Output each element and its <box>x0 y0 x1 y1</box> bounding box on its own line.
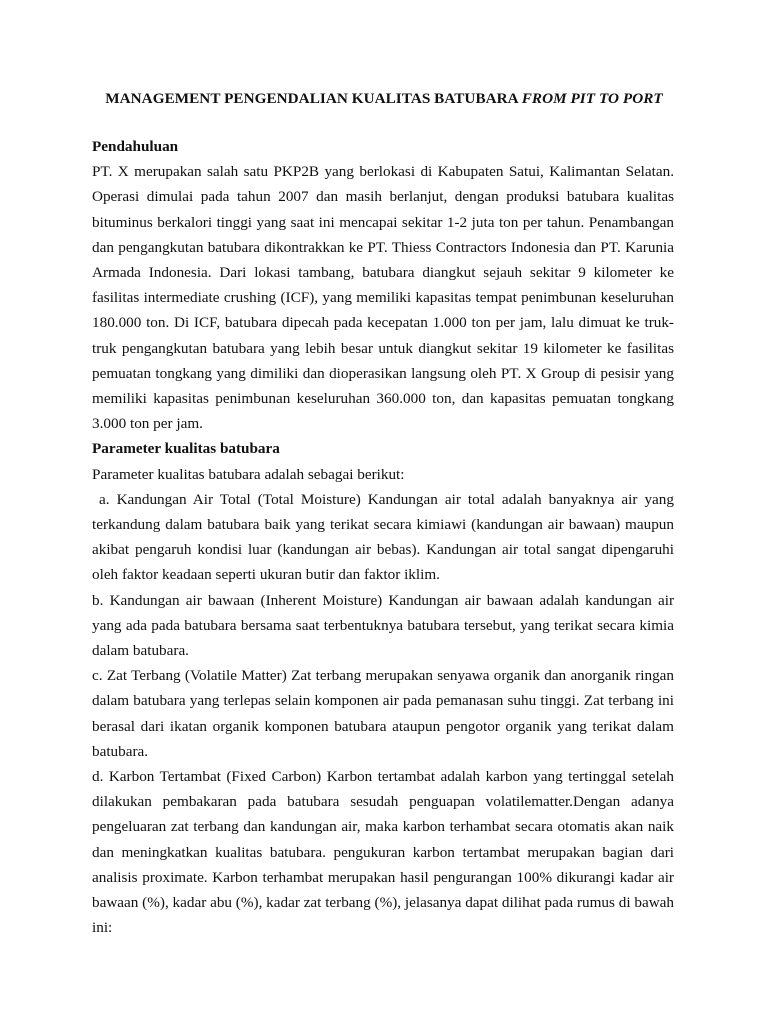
document-body <box>92 134 674 941</box>
section-heading-parameter: Parameter kualitas batubara <box>92 440 280 458</box>
list-item-volatile-matter: c. Zat Terbang (Volatile Matter) Zat terbang merupakan senyawa organik dan anorganik ringan dalam batubara yang terlepas selain komponen air pada pemanasan suhu tinggi. Zat terbang ini berasal dari ikatan organik komponen batubara ataupun pengotor organik yang terikat dalam batubara. <box>92 667 674 760</box>
document-title <box>0 86 768 111</box>
paragraph-pendahuluan: PT. X merupakan salah satu PKP2B yang berlokasi di Kabupaten Satui, Kalimantan Selatan. Operasi dimulai pada tahun 2007 dan masih berlanjut, dengan produksi batubara kualitas bituminus berkalori tinggi yang saat ini mencapai sekitar 1-2 juta ton per tahun. Penambangan dan pengangkutan batubara dikontrakkan ke PT. Thiess Contractors Indonesia dan PT. Karunia Armada Indonesia. Dari lokasi tambang, batubara diangkut sejauh sekitar 9 kilometer ke fasilitas intermediate crushing (ICF), yang memiliki kapasitas tempat penimbunan keseluruhan 180.000 ton. Di ICF, batubara dipecah pada kecepatan 1.000 ton per jam, lalu dimuat ke truk-truk pengangkutan batubara yang lebih besar untuk diangkut sekitar 19 kilometer ke fasilitas pemuatan tongkang yang dimiliki dan dioperasikan langsung oleh PT. X Group di pesisir yang memiliki kapasitas penimbunan keseluruhan 360.000 ton, dan kapasitas pemuatan tongkang 3.000 ton per jam. <box>92 163 674 433</box>
list-item-fixed-carbon: d. Karbon Tertambat (Fixed Carbon) Karbon tertambat adalah karbon yang tertinggal setelah dilakukan pembakaran pada batubara sesudah penguapan volatilematter.Dengan adanya pengeluaran zat terbang dan kandungan air, maka karbon terhambat secara otomatis akan naik dan meningkatkan kualitas batubara. pengukuran karbon tertambat merupakan bagian dari analisis proximate. Karbon terhambat merupakan hasil pengurangan 100% dikurangi kadar air bawaan (%), kadar abu (%), kadar zat terbang (%), jelasanya dapat dilihat pada rumus di bawah ini: <box>92 768 674 937</box>
list-item-total-moisture: a. Kandungan Air Total (Total Moisture) Kandungan air total adalah banyaknya air yang terkandung dalam batubara baik yang terikat secara kimiawi (kandungan air bawaan) maupun akibat pengaruh kondisi luar (kandungan air bebas). Kandungan air total sangat dipengaruhi oleh faktor keadaan seperti ukuran butir dan faktor iklim. <box>92 490 674 584</box>
list-item-inherent-moisture: b. Kandungan air bawaan (Inherent Moisture) Kandungan air bawaan adalah kandungan air yang ada pada batubara bersama saat terbentuknya batubara tersebut, yang terikat secara kimia dalam batubara. <box>92 591 674 660</box>
title-main: MANAGEMENT PENGENDALIAN KUALITAS BATUBARA <box>105 90 522 107</box>
title-italic: FROM PIT TO PORT <box>521 90 663 107</box>
section-heading-pendahuluan: Pendahuluan <box>92 138 179 155</box>
paragraph-parameter-intro: Parameter kualitas batubara adalah sebagai berikut: <box>92 465 405 483</box>
